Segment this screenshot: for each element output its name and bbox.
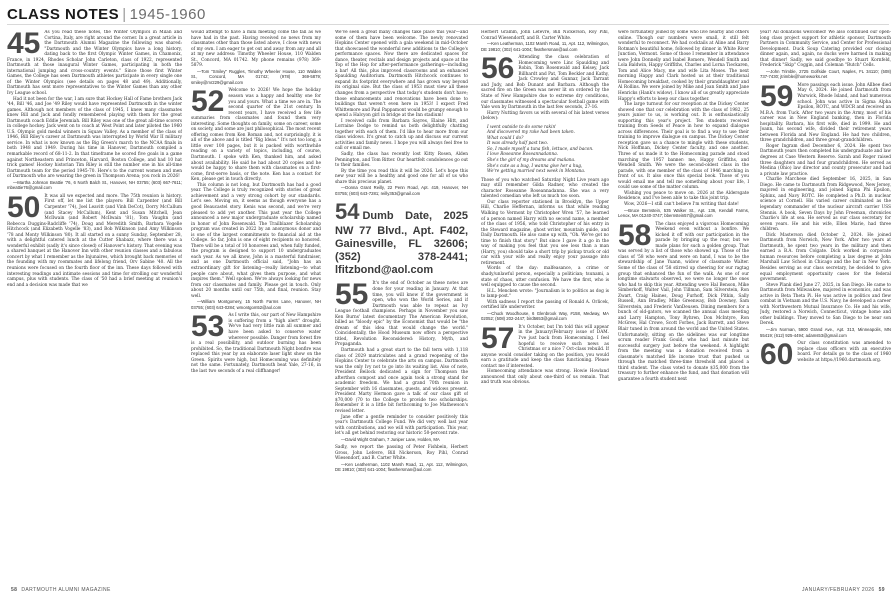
class-note-entry [335,30,468,196]
class-year-numeral: 55 [335,278,369,312]
note-signoff: —Chuck Woodhouse, 6 Glenbrook Way, #158, Medway, MA 02052; (508) 202-2447; bird5653@gmail.com [481,310,609,322]
note-signoff: —Jim Norman, 5900 Grand Ave., Apt. 313, Minneapolis, MN 55419; (612) 925-4494; adams53@gmail.com [760,326,891,338]
note-paragraph: Roger Ingram died December 6, 2024. He spent two Dartmouth years then completed his undergraduate and law degrees at Case Western Reserve. Sarah and Roger raised three daughters and had four grandchildren. He served as Medina (Ohio) law director and county prosecutor and had a private law practice. [760,143,891,177]
note-paragraph: Words of the day: malfeasance, a crime or shady/unlawful person, especially a politician; tsunami, a state of chaos, utter confusion. We have the first, who is well equipped to cause the second. [481,266,609,289]
poem-line: I love Roseanne Roseannadanna. [487,152,559,158]
note-signoff: —Bruce Bernstein, 535 Walker St., Apt. 136, Kendall Farms, Lenox, MA 01240-3747; bbernstein57@gmail.com [618,207,749,219]
class-note-entry [760,30,891,80]
class-note-entry [335,278,468,442]
note-paragraph: Those of you who watched Saturday Night Live years ago may still remember Gilda Radner, who created the character Roseanne Roseannadanna. She was a very talented comedian who left us much too soon. [481,177,609,200]
column-6 [760,30,891,578]
column-1 [7,30,182,578]
poem-line: And discovered my rake had been taken. [487,130,576,136]
note-signoff: —Martha Johnson Beattie '76, 6 North Balch St., Hanover, NH 03755; (603) 667-7611; mbeattie76@gmail.com [7,179,182,191]
column-5 [618,30,749,578]
note-paragraph: By the time you read this it will be 2026. Let's hope this new year will be a healthy and good one for all of us who share this precious planet. [335,168,468,185]
class-note-entry [618,30,749,219]
note-paragraph: Had it not been for the war, I am sure that Hockey Hall of Fame brothers Jack '44, Bill '46, and Joe '49 Riley would have represented Dartmouth in the winter games. Although not members of the class of 1945, I knew many classmates knew Bill and Jack and fondly remembered playing with them for the great Dartmouth coach Eddie Jeremiah. Bill Riley was one of the great all-time scorers in college hockey. Jack went on to coach at West Point and later piloted the 1960 U.S. Olympic gold medal winners in Squaw Valley. As a member of the class of 1946, Bill Riley's career at Dartmouth was interrupted by World War II military service. In what is now known as the Big Green's march to the NCAA finals in both 1948 and 1949. During his time in Hanover, Dartmouth compiled a remarkable record of 68-11-2. In that timeframe he scored five goals in a game against Northeastern and Princeton, Harvard, Boston College, and had 10 hat trick games! Hockey historian Tim Riley is still the number one in his all-time Dartmouth team for the period 1945-70. Here's to the current women and men of Dartmouth who are wearing the green in Thompson Arena; you rock in 2026! [7,96,182,180]
class-note-entry [7,190,182,288]
note-paragraph: Harry Nutting favors us with several of his latest verses (below): [481,110,609,122]
poem-line: What could I do? [487,135,524,141]
column-2 [191,30,321,578]
note-paragraph: We've seen a great many changes take place this year—and some of them have been welcome. The newly renovated Hopkins Center opened with a gala weekend in mid-October that showcased the wonderful new additions to the College's performance spaces. Now there are dedicated spaces for dance, theater, recitals and design projects and space at the Top of the Hop for after-performance gatherings—including a bar! All this, plus improved classrooms and an enhanced Spaulding Auditorium. Dartmouth Hitchcock continues to expand its footprint everywhere and has grown way beyond its original size. But the class of 1953 must view all these changes from a perspective that today's students don't have; those enhancements and renovations have been done to buildings that weren't even here in 1953! I expect Fred Whittemore and Paul Pappamont would be grumpy enough to spend a Halcyon girl in bridge at the Inn stadium! [335,30,468,119]
note-paragraph: Homecoming attendance was strong. Howie Howland announced that only about one-third of us remain. That and truth was obvious. [481,369,609,386]
note-paragraph: Our class constitution was amended to replace class officers with an executive board. For details go to the class of 1960 website at https://1960.dartmouth.org. [797,341,891,363]
page-header [0,0,896,28]
note-poem [487,125,609,175]
poem-line: She's the girl of my dreams and mañana. [487,158,576,164]
class-note-entry [335,445,468,473]
note-paragraph: Wishing you peace to move on. 2026 at the Aldersgate Residence, and I've been able to take this joint trip. [618,190,749,202]
class-note-entry [191,30,321,85]
note-paragraph: Charlie Marchese died September 16, 2025, in San Diego. He came to Dartmouth from Ridgewood, New Jersey, majored in engineering, and joined Sigma Phi Epsilon, Sphinx, and Navy ROTC. He completed a Ph.D. in nuclear science at Cornell. His varied career culminated as the legendary commander of the nuclear aircraft carrier USS Stennis. A book, Seven Days by John Freeman, chronicles Charlie's life at sea. He served as our class secretary for seven years. He and his wife, Ellen Marie, had three children. [760,177,891,233]
note-paragraph: I received calls from Barbara Sayres, Elaine Hitt, and Lorraine Dodge to remind us both delightfully chatting together with each of them. I'd like to hear more from our class widows. It's great to catch up and discuss our current activities and family news. I hope you will always feel free to call or email me. [335,118,468,152]
note-paragraph: As I write this, our part of New Hampshire is suffering from a "high alert" drought. We've had very little rain all summer and have been asked to conserve water wherever possible. Danger from forest fire is a real possibility, and outdoor burning has been prohibited. So, the traditional Dartmouth Night bonfire was replaced this year by an elaborate laser light show on the Green. Spirits were high, but Homecoming was definitely not the same. Fortunately, Dartmouth beat Yale, 27-16, in the last two seconds of a real cliffhanger! [191,313,321,374]
class-year-numeral: 45 [7,30,41,60]
class-year-numeral: 56 [481,52,515,86]
section-title-text: CLASS NOTES [7,6,120,23]
note-paragraph: Dartmouth had a great start to the fall term with 1,118 class of 2029 matriculates and a grand reopening of the Hopkins Center to celebrate the arts on campus. Dartmouth was the only Ivy not to go into its waiting list. Also of note, President Beilock dedicated a sign for Thompson the afterthon compost and once again took a strong stand for academic freedom. We had a grand 70th reunion in September with 16 classmates, guests, and widows present. President Marty Hermon gave a talk of our class gift of $70,000 (70 to the College to provide two scholarships. Remember it is a little bit forthcoming to Joe Mathewson's revised letter. [335,347,468,414]
note-paragraph: As you read these notes, the Winter Olympics in Milan and Cortina, Italy, are right around the corner. In a great article in the Dartmouth Alumni Magazine the following was shared: "Dartmouth and the Winter Olympics have a long history, dating back to the first Olympic Winter Games, in Chamonix, France, in 1924, Rhodes Scholar John Carleton, class of 1922, represented Dartmouth at those inaugural Winter Games, participating in both the international jumping and cross-country events." Since those first Winter Games, the College has seen Dartmouth athletes participate in every single one of the Winter Olympics (see details on pages 48 and 49). Additionally, Dartmouth has sent more representatives to the Winter Games than any other Ivy League school. [7,30,182,97]
note-paragraph: year! All donations welcomed! We also continued our open-long class project support for athletic sponsor, Dartmouth Partners in Community Service, and Center for Professional Development. Duck Soup Catering provided our closing dinner again, and, again, no ducks were harmed in making that dinner! Sadly, we said goodbye to Stuart Kornfeld, Frederick "Skip" Coggin, and Coleman "Butch" Cells. [760,30,891,69]
class-note-inline-text: Dumb Date, 2025 NW 77 Blvd., Apt. F402, Gainesville, FL 32606; (352) 378-2441; lfitzbond@aol.com [335,210,468,277]
poem-line: She's cute as a bug, I wanna give her a hug, [487,163,583,169]
class-year-numeral: 58 [618,218,652,252]
note-paragraph: The class enjoyed a vigorous Homecoming Weekend even without a bonfire. We kicked it off with our participation in the parade by bringing up the rear, but we made plans for such a golden group. That was served by a list of those who showed up. Those of the class of '58 who were and were on hand, I was to be the stewardship of Jane Yuann, widow of classmate Walter. Some of the class of '58 stirred up cheering for our ragtag group that enhanced the fun of the walk. As one of our longtime stalwarts observed, we were no longer the ones who had to skip this year. Attending were Hal Benson, Mike Simberkoff, Walter Vail, John Tillman, Sam Silverstein, Ron Zwart, Craig Haines, Doug Furhoff, Dick Pitkin, Sally Russell, Ann Bradley, Mike Greenway, Bob Downey, Sam Silverstein, and Frederic VanDeusen. Dining members for a bunch of old-gators, we scanned the annual class meeting and Larry Hampton, Tony Ryhren, Don McIntyre, Ron McGrew, Hal Crowe, Scott Forbes, Jack Barrett, and Steve Blair tuned in from around the world and the United States. Unfortunately, sitting on the sidelines was our longtime scrum reader Frank Gould, who had last minute but successful surgery just before the weekend. A highlight from the meeting was a donation received from a classmate's matched life income trust that pushed us through the matched three-time threshold and placed a third student. The class voted to donate $35,000 from the treasury to further enhance the fund, and that donation will guarantee a fourth student next [618,221,749,382]
note-paragraph: Sadly, we report the passing of Peter Fishbein, Herbert Gross, John Lefevre, Bill Nickerson, Roy Pihl, Conrad Wiesendorf, and B. Carter White. [335,445,468,462]
column-4 [481,30,609,578]
class-note-inline-entry [335,199,468,277]
class-year-numeral: 57 [481,321,515,355]
note-paragraph: would attempt to have a mini meeting come the fall as we have had in the past. Having received no news from my classmates other than those listed above, I close with news of my own. I am eager to get out and away from any and all at my new address: Timothy Wheeler House, 110 Walden St., Concord, MA 01742. My phone remains (978) 369-5879. [191,30,321,69]
note-paragraph: It was all we expected and more. The 75th reunion is history. First off, let me list the players: Bill Carpenter (and Bill Carpenter '74), Joel Leavitt (and Vinh DeCot), Dorry McCallum (and Stacey McCallum), Kent and Susan Mitchell, Jean McIlwain (and Robert McIlwain '81), Tom Vaughn (and Rebecca Duggins-Radcliffe '74), Doug and Meredith Smith, Barbara Vogelle Hitchcock (and Elizabeth Vogelle '83), and Bob Wilkinson (and Amy Wilkinson '78 and Monty Wilkinson '80). It all started on a sunny Sunday, September 28, with a delightful catered lunch at the Cutter Shabazz, where there was a wonderful exhibit (sadly it's since closed) of Hanover's history. That evening was a shared banquet at the Hanover Inn with other reunion classes and a fabulous concert by what I remember as the Injunaires, which brought back memories of the founding with my roommates and lifelong friend, Orv Sabine '40. All the reunions were focused on the fourth floor of the inn. These days followed with interesting readings and intimate sessions and time for strolling our wonderful campus, plus with students. The class of '50 had a brief meeting at reunion's end and a decision was made that we [7,193,182,288]
note-signoff: —Ken Leatherman, 1102 Marsh Road, 11, Apt. 112, Wilmington, DE 19810; (302) 641-1004; fleathersman@aol.com [481,41,609,52]
note-paragraph: It's October, but I'm told this will appear in the January/February issue of DAM. I've just back from Homecoming. I feel hopeful to receive such news as Christmas or a nice 7 Oct-class rebuild. If anyone would consider taking on the position, you would earn a gratitude and keep the class functioning. Please contact me if interested. [481,324,609,369]
note-paragraph: Our class reporter stationed in Brooklyn, the Upper Hill, Charlie Heffernan, informs us that while reading Walking to Vermont by Christopher Wren '57, he learned of a person named Harry with no second name, a member of the class of 1956, who told Christopher of his entry in the Steward magazine, ghost writer, mountain guide, and Daily Dartmouth. He also came up with, "Oh. We've got no time to finish that story." But since I gave it a go in the way of making you feel that you see less than a man (Harry, you) should take a short trip by pickup truck or old car with your wife and really enjoy your passage into retirement. [481,199,609,266]
poem-line: It was already half past two. [487,141,549,147]
note-signoff: —Donna Grant Reilly, 22 Penn Road, Apt. 419, Hanover, NH 03755; (603) 643-7281; reilly353@gmail.com [335,185,468,196]
poem-line: We're getting married next week in Montana. [487,169,586,175]
class-year-numeral: 52 [191,85,225,119]
note-signoff: —Ken Leatherman, 1102 Marsh Road, 11, Apt. 112, Wilmington, DE 19810; (302) 641-1004; fleathersman@aol.com [335,461,468,473]
class-note-entry [760,338,891,372]
footer-right [802,587,889,593]
issue-date: JANUARY/FEBRUARY 2026 [802,587,875,593]
title-separator: | [122,6,127,23]
poem-line: So, I made myself a tuna fish, lettuce, and bacon. [487,146,594,152]
note-paragraph: Welcome to 2026! We hope the holiday season was a happy and healthy one for you and yours. What a time we are in. The second quarter of the 21st century. In recent years, I have received a few life summaries from classmates and found them very interesting. Some thoughts on family, some on career, some on society, and some are just philosophical. The most recent offering comes from Ken Roman and, not surprisingly, it is all of the above and is titled "Big Ideas." It's not too long, a little over 100 pages, but it is packed with worthwhile reading on a variety of topics, including, of course, Dartmouth. I spoke with Ken, thanked him, and asked about availability. He said he had about 20 copies and he would be happy to share them with classmates on a first-come, first-serve basis, or the note. Ken has a contact for Ken, please get in touch directly. [191,88,321,183]
note-paragraph: More passings each issue. John Allbee died May 6, 2024. He joined Dartmouth from Warwick, Rhode Island, and had numerous school. John was active in Sigma Alpha Epsilon, ROTC, and WDCR and received an M.B.A. from Tuck. After two years in the Army, most of his career was in New England banking, then in Florida hospitality. Barbara, his first wife, died in 1999. He and Joann, his second wife, divided their retirement years between Florida and New England. He had two children, three grandchildren, and three great-grandchildren. [760,82,891,144]
header-rule [7,24,889,25]
note-signoff: —John Trimble, 2725 Golfside Court, Naples, FL 34110; (508) 737-7430; jtrimble@homeworks.net [760,68,891,80]
class-note-entry [191,85,321,310]
class-year-numeral: 50 [7,190,41,224]
footer-left [7,587,111,593]
class-note-entry [191,310,321,374]
poem-line: I went outside to do some rakin' [487,124,557,130]
class-note-entry [481,178,609,322]
class-note-entry [481,321,609,386]
note-paragraph: The large turnout for our reception at the Dickey Center showed one that our celebration with the class of 1982, 25 years junior to us, is working out. It is enthusiastically supporting this year's project. Ten students received training from Seeds of Peace in how to expand dialogue across differences. Their goal is to find a way to use their training to improve dialogue on campus. The Dickey Center reception gave us a chance to mingle with these students, Nick Hoffman, Dickey Center faculty, and one another. Three of us made it to the Homecoming parade and stood marching the 1957 banner: me, Happy Griffiths, and Wendell Smith. We were the second-oldest class in the parade, with one member of the class of 1946 marching in front of us. It also once this special book. Those of you would email me and tell me something about your life, I could use some of the matter column. [618,102,749,191]
note-paragraph: Attending the class celebration of Homecoming were Linc Spaulding and Robin, Tom Rosenwald and Kelsey, Jack Billhardt and Pat, Tom Beckler and Kathy, Jack Crowley and Gunnar, Jack Tarrant and Judy, and Bob Dunant and Barbara. Although the sacred fire on the Green was never lit on ordered by the State of New Hampshire due to extreme dry conditions, our classmates witnessed a spectacular football game with Yale won by Dartmouth in the last few seconds, 27-16. [481,55,609,111]
note-paragraph: Steve Plank died June 27, 2025, in San Diego. He came to Dartmouth from Milwaukee, majored in economics, and was active in Beta Theta Pi. He was active in politics and flew combat in Vietnam and the U.S. Navy, he developed a career with Northwestern Mutual Insurance Co. He and his wife, Judy, restored a Norwich, Connecticut, vintage home and other buildings. They moved to San Diego to be near son Derek. [760,282,891,327]
note-paragraph: Jane offer a gentle reminder to consider positively this year's Dartmouth College Fund. We did very well last year with contributions, and we will with participation. This year, let's all get behind restoring our historic 50-percent rate. [335,414,468,437]
note-paragraph: H.L. Mencken wrote: "Journalism is to politics as dog is to lamp-post." [481,288,609,300]
class-note-entry [7,30,182,191]
note-signoff: —William Montgomery, 15 North Farms Lane, Hanover, NH 03755; (603) 643-0284; wmontgom52@aol.com [191,299,321,310]
note-paragraph: With sadness I report the passing of Ronald A. Orlicek, certified life underwriter. [481,299,609,311]
class-note-entry [481,52,609,122]
section-years: 1945-1960 [129,6,206,23]
section-title [7,6,206,23]
magazine-name: DARTMOUTH ALUMNI MAGAZINE [21,587,111,593]
column-3 [335,30,468,578]
class-year-numeral: 54 [335,199,360,225]
note-paragraph: Wow, 2026—I still can't believe I'm writing that date! [624,201,739,207]
class-note-entry [760,79,891,338]
note-paragraph: Sadly, the class has recently lost Kitty Rosen, Alden Pennington, and Tom Ritter. Our heartfelt condolences go out to their families. [335,152,468,169]
note-paragraph: Herbert Gramm, John Lefevre, Bill Nickerson, Roy Pihl, Conrad Wiesendorff, and B. Carter White. [481,30,609,41]
page-number-right: 59 [878,587,885,593]
page-number-left: 58 [11,587,18,593]
class-note-entry [481,30,609,52]
note-signoff: —David Wight Graham, 7 Juniper Lane, Holden, MA [341,436,440,442]
page-footer [0,584,896,598]
class-year-numeral: 53 [191,310,225,344]
note-paragraph: It's the end of October as these notes are done for your reading in January. At that time, you will know if the government is open, who won the World Series, and if Dartmouth was able to repeat as Ivy League football champions. Perhaps in November you saw Ken Burns' latest documentary The American Revolution, billed as "bloody epic" by the Economist that would be "the dream of this idea that would change the world." Coincidentally, the Hood Museum now offers a perspective titled, Revolution Reconsidered: History, Myth, and Propaganda. [335,281,468,348]
class-note-entry [618,218,749,383]
note-signoff: —Tom "Smiley" Ruggles, Timothy Wheeler House, 110 Walden St., Concord, MA 01742; (978) 369-5879; smiley@mr229@gmail.com [191,68,321,85]
class-year-numeral: 60 [760,338,794,372]
note-paragraph: This column is not long, but Dartmouth has had a good year. The College is truly recognized with stories of great achievement and a very strong cohort by our standards. Let's see. Moving on, it seems as though everyone has a good Beaucastel story. Kenis was second, and we're very pleased to add yet another. This past year the College announced a new major undergraduate scholarship named in honor of John Rosenwald. The Trailblazer Scholarship program was created in 2022 by an anonymous donor and is one of the largest commitments to financial aid at the College. So far, John is one of eight recipients so honored. There will be a total of 10 honorees and, when fully funded, the program is designed to support 10 undergraduates each year. As we all know, John is a masterful fundraiser, and as one Dartmouth official said, "John has an extraordinary gift for listening—really listening—to what people care about, what gives them purpose, and what inspires them." Well spoken. We're always looking for news from our classmates and family. Please get in touch. Only about 20 months until our 75th, and final, reunion. Stay well. [191,182,321,299]
class-note-entry [335,199,468,277]
note-paragraph: Dick Masterson died October 2, 2024. He joined Dartmouth from Norwich, New York. After two years at Dartmouth, he spent two years in the military and then earned a B.A. from Colgate. Dick worked in corporate human resources before completing a law degree at John Marshall Law School in Chicago and the bar in New York. Besides serving as our class secretary, he decided to give equal employment opportunity cases for the federal government. [760,232,891,283]
class-year-numeral: 59 [760,79,794,113]
note-paragraph: were fortunately joined by some who live nearby and others online. Though our numbers were small, it still felt wonderful to reconnect. We had cocktails at Aline and Barry Rotman's beautiful home, followed by dinner in White River Junction, Vermont. Some of those I remember in attendance were John Donnelly and Isabel Romero, Wendell Smith and Lola Baldwin, Happy Griffiths, Charles and Lorna Tieckaren, Tom and Alice Macy, me and wife Lita Moses. The next morning Happy and Clark hosted us at their traditional Homecoming breakfast, cooked by their granddaughter and Al Rollins. We were joined by Mike and Joan Smith and Jane Henricks (Hank's widow). I know all of us greatly appreciate Happy's efforts to keep our class together. [618,30,749,102]
class-note-entry [481,125,609,175]
